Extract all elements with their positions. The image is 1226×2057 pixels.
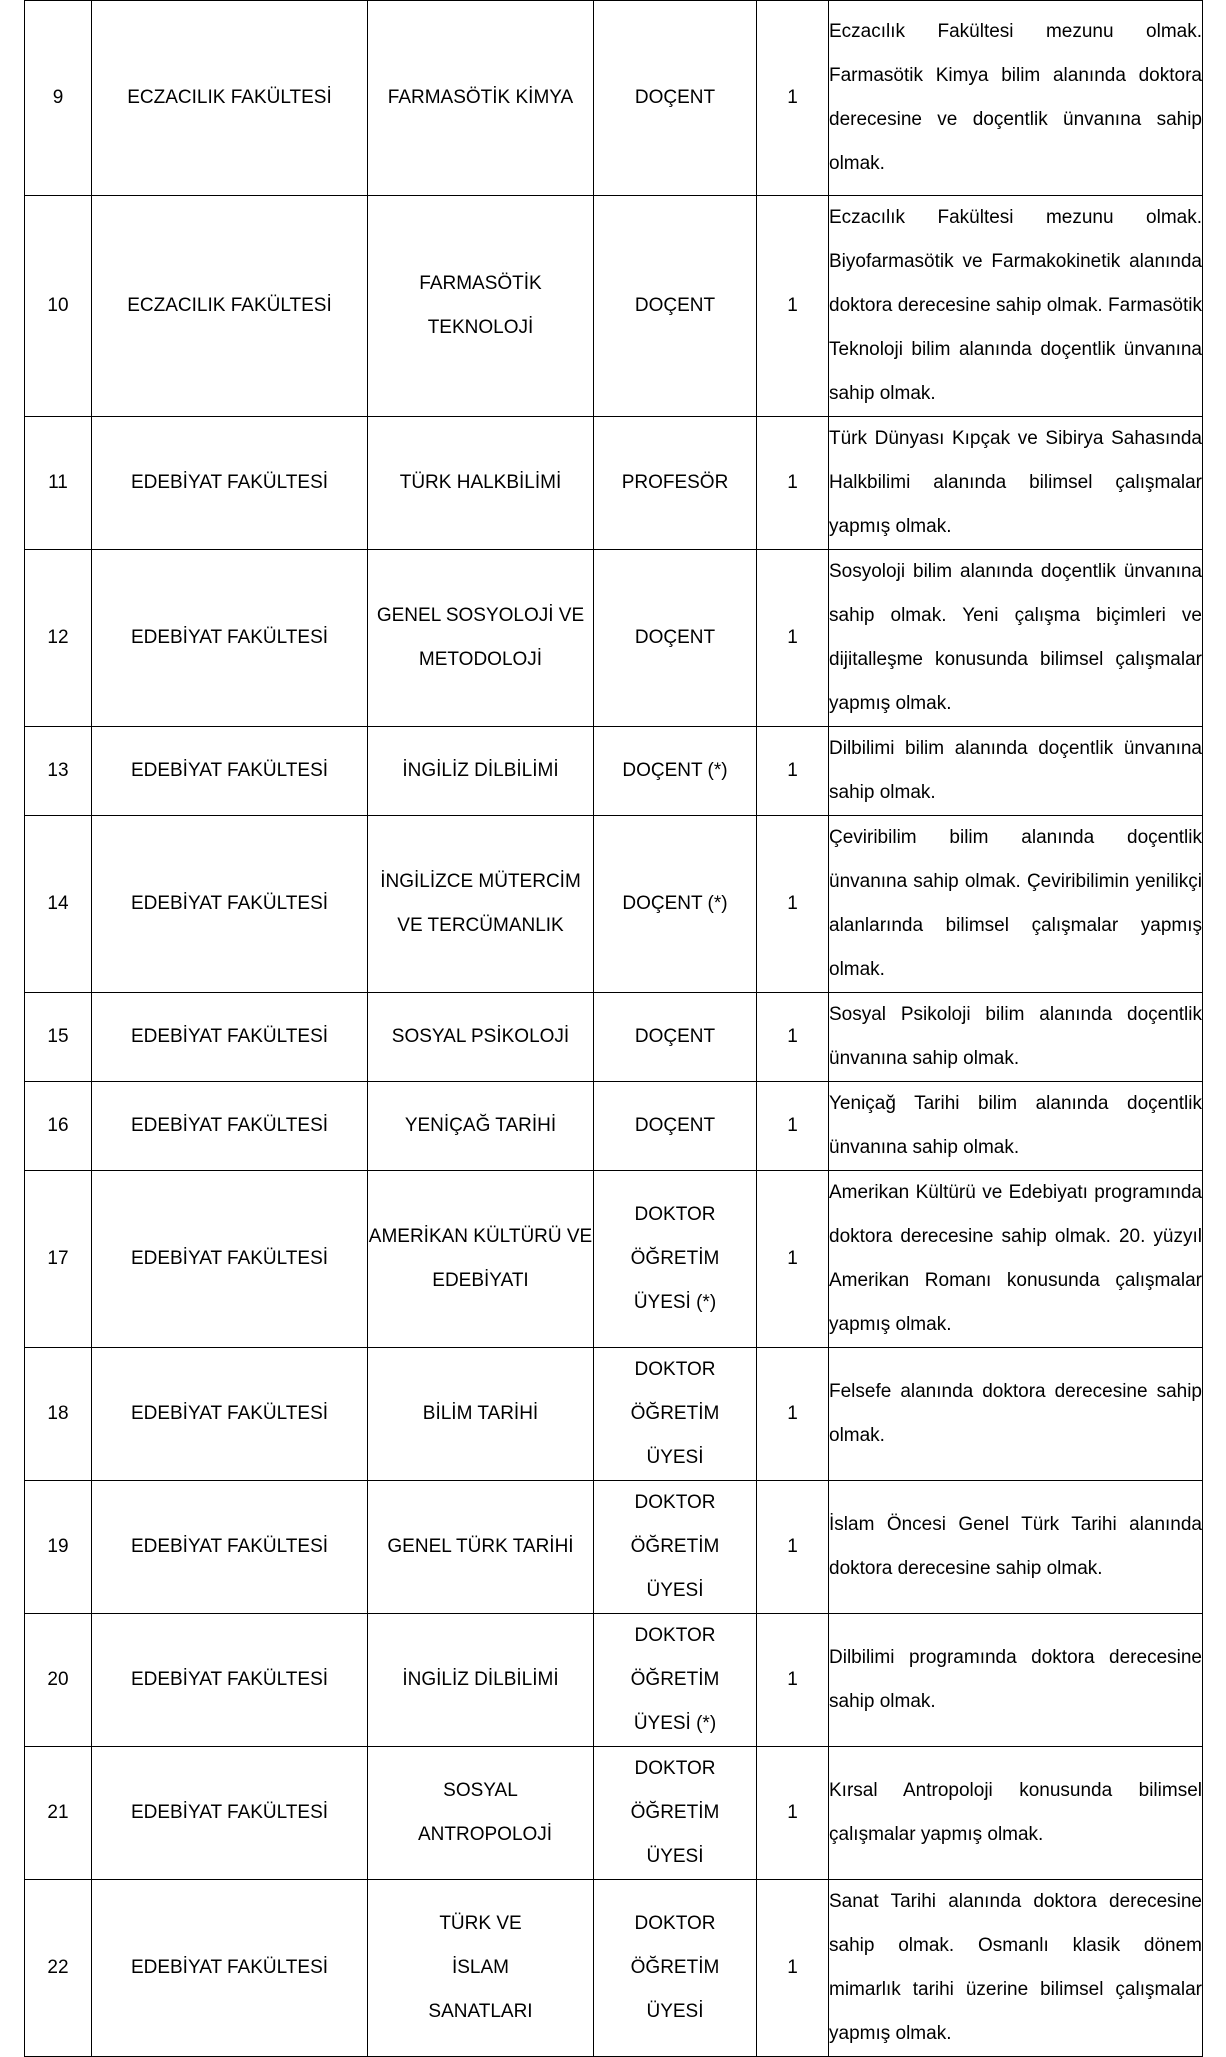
table-row	[25, 1747, 1203, 1880]
quantity-cell: 1	[757, 727, 829, 816]
department-cell: FARMASÖTİK KİMYA	[368, 1, 594, 196]
quantity-cell: 1	[757, 816, 829, 993]
title-cell: DOÇENT	[594, 1, 757, 196]
row-number: 21	[25, 1747, 92, 1880]
faculty-cell: EDEBİYAT FAKÜLTESİ	[92, 993, 368, 1082]
department-cell: TÜRK VE İSLAM SANATLARI	[368, 1880, 594, 2057]
quantity-cell: 1	[757, 1614, 829, 1747]
table-row	[25, 1348, 1203, 1481]
requirements-cell: Sanat Tarihi alanında doktora derecesine sahip olmak. Osmanlı klasik dönem mimarlık tarihi üzerine bilimsel çalışmalar yapmış olmak.	[829, 1880, 1203, 2057]
table-row	[25, 196, 1203, 417]
department-cell: İNGİLİZ DİLBİLİMİ	[368, 1614, 594, 1747]
requirements-cell: Felsefe alanında doktora derecesine sahip olmak.	[829, 1348, 1203, 1481]
row-number: 15	[25, 993, 92, 1082]
requirements-cell: Amerikan Kültürü ve Edebiyatı programında doktora derecesine sahip olmak. 20. yüzyıl Amerikan Romanı konusunda çalışmalar yapmış olmak.	[829, 1171, 1203, 1348]
table-row	[25, 550, 1203, 727]
position-table	[24, 0, 1203, 2057]
faculty-cell: EDEBİYAT FAKÜLTESİ	[92, 1171, 368, 1348]
table-row	[25, 1614, 1203, 1747]
row-number: 10	[25, 196, 92, 417]
title-cell: DOÇENT	[594, 993, 757, 1082]
title-cell: DOÇENT	[594, 1082, 757, 1171]
row-number: 11	[25, 417, 92, 550]
faculty-cell: EDEBİYAT FAKÜLTESİ	[92, 1481, 368, 1614]
requirements-cell: Eczacılık Fakültesi mezunu olmak. Biyofarmasötik ve Farmakokinetik alanında doktora derecesine sahip olmak. Farmasötik Teknoloji bilim alanında doçentlik ünvanına sahip olmak.	[829, 196, 1203, 417]
table-row	[25, 1082, 1203, 1171]
faculty-cell: EDEBİYAT FAKÜLTESİ	[92, 727, 368, 816]
quantity-cell: 1	[757, 196, 829, 417]
row-number: 20	[25, 1614, 92, 1747]
quantity-cell: 1	[757, 1348, 829, 1481]
row-number: 12	[25, 550, 92, 727]
table-row	[25, 993, 1203, 1082]
faculty-cell: ECZACILIK FAKÜLTESİ	[92, 196, 368, 417]
table-row	[25, 816, 1203, 993]
requirements-cell: Dilbilimi programında doktora derecesine sahip olmak.	[829, 1614, 1203, 1747]
department-cell: FARMASÖTİK TEKNOLOJİ	[368, 196, 594, 417]
faculty-cell: EDEBİYAT FAKÜLTESİ	[92, 1747, 368, 1880]
title-cell: DOKTOR ÖĞRETİM ÜYESİ (*)	[594, 1171, 757, 1348]
table-row	[25, 417, 1203, 550]
requirements-cell: Çeviribilim bilim alanında doçentlik ünvanına sahip olmak. Çeviribilimin yenilikçi alanlarında bilimsel çalışmalar yapmış olmak.	[829, 816, 1203, 993]
quantity-cell: 1	[757, 1171, 829, 1348]
title-cell: DOÇENT	[594, 550, 757, 727]
title-cell: DOKTOR ÖĞRETİM ÜYESİ	[594, 1747, 757, 1880]
faculty-cell: EDEBİYAT FAKÜLTESİ	[92, 417, 368, 550]
quantity-cell: 1	[757, 1481, 829, 1614]
faculty-cell: EDEBİYAT FAKÜLTESİ	[92, 1880, 368, 2057]
quantity-cell: 1	[757, 550, 829, 727]
department-cell: AMERİKAN KÜLTÜRÜ VE EDEBİYATI	[368, 1171, 594, 1348]
department-cell: İNGİLİZCE MÜTERCİM VE TERCÜMANLIK	[368, 816, 594, 993]
title-cell: PROFESÖR	[594, 417, 757, 550]
department-cell: SOSYAL PSİKOLOJİ	[368, 993, 594, 1082]
department-cell: YENİÇAĞ TARİHİ	[368, 1082, 594, 1171]
row-number: 13	[25, 727, 92, 816]
quantity-cell: 1	[757, 1880, 829, 2057]
title-cell: DOKTOR ÖĞRETİM ÜYESİ	[594, 1880, 757, 2057]
table-row	[25, 1, 1203, 196]
table-row	[25, 1880, 1203, 2057]
row-number: 16	[25, 1082, 92, 1171]
department-cell: TÜRK HALKBİLİMİ	[368, 417, 594, 550]
title-cell: DOKTOR ÖĞRETİM ÜYESİ	[594, 1481, 757, 1614]
quantity-cell: 1	[757, 1082, 829, 1171]
requirements-cell: Eczacılık Fakültesi mezunu olmak. Farmasötik Kimya bilim alanında doktora derecesine ve doçentlik ünvanına sahip olmak.	[829, 1, 1203, 196]
title-cell: DOÇENT (*)	[594, 816, 757, 993]
department-cell: SOSYAL ANTROPOLOJİ	[368, 1747, 594, 1880]
requirements-cell: Sosyoloji bilim alanında doçentlik ünvanına sahip olmak. Yeni çalışma biçimleri ve dijitalleşme konusunda bilimsel çalışmalar yapmış olmak.	[829, 550, 1203, 727]
requirements-cell: Kırsal Antropoloji konusunda bilimsel çalışmalar yapmış olmak.	[829, 1747, 1203, 1880]
requirements-cell: Sosyal Psikoloji bilim alanında doçentlik ünvanına sahip olmak.	[829, 993, 1203, 1082]
quantity-cell: 1	[757, 1, 829, 196]
quantity-cell: 1	[757, 993, 829, 1082]
faculty-cell: EDEBİYAT FAKÜLTESİ	[92, 1614, 368, 1747]
faculty-cell: EDEBİYAT FAKÜLTESİ	[92, 816, 368, 993]
department-cell: GENEL SOSYOLOJİ VE METODOLOJİ	[368, 550, 594, 727]
title-cell: DOÇENT	[594, 196, 757, 417]
quantity-cell: 1	[757, 1747, 829, 1880]
row-number: 22	[25, 1880, 92, 2057]
faculty-cell: EDEBİYAT FAKÜLTESİ	[92, 1082, 368, 1171]
title-cell: DOÇENT (*)	[594, 727, 757, 816]
requirements-cell: İslam Öncesi Genel Türk Tarihi alanında doktora derecesine sahip olmak.	[829, 1481, 1203, 1614]
department-cell: GENEL TÜRK TARİHİ	[368, 1481, 594, 1614]
row-number: 14	[25, 816, 92, 993]
faculty-cell: ECZACILIK FAKÜLTESİ	[92, 1, 368, 196]
title-cell: DOKTOR ÖĞRETİM ÜYESİ (*)	[594, 1614, 757, 1747]
department-cell: İNGİLİZ DİLBİLİMİ	[368, 727, 594, 816]
table-row	[25, 727, 1203, 816]
requirements-cell: Dilbilimi bilim alanında doçentlik ünvanına sahip olmak.	[829, 727, 1203, 816]
table-row	[25, 1171, 1203, 1348]
table-row	[25, 1481, 1203, 1614]
faculty-cell: EDEBİYAT FAKÜLTESİ	[92, 1348, 368, 1481]
department-cell: BİLİM TARİHİ	[368, 1348, 594, 1481]
requirements-cell: Yeniçağ Tarihi bilim alanında doçentlik ünvanına sahip olmak.	[829, 1082, 1203, 1171]
row-number: 19	[25, 1481, 92, 1614]
faculty-cell: EDEBİYAT FAKÜLTESİ	[92, 550, 368, 727]
row-number: 18	[25, 1348, 92, 1481]
requirements-cell: Türk Dünyası Kıpçak ve Sibirya Sahasında Halkbilimi alanında bilimsel çalışmalar yapmış olmak.	[829, 417, 1203, 550]
row-number: 9	[25, 1, 92, 196]
quantity-cell: 1	[757, 417, 829, 550]
title-cell: DOKTOR ÖĞRETİM ÜYESİ	[594, 1348, 757, 1481]
row-number: 17	[25, 1171, 92, 1348]
